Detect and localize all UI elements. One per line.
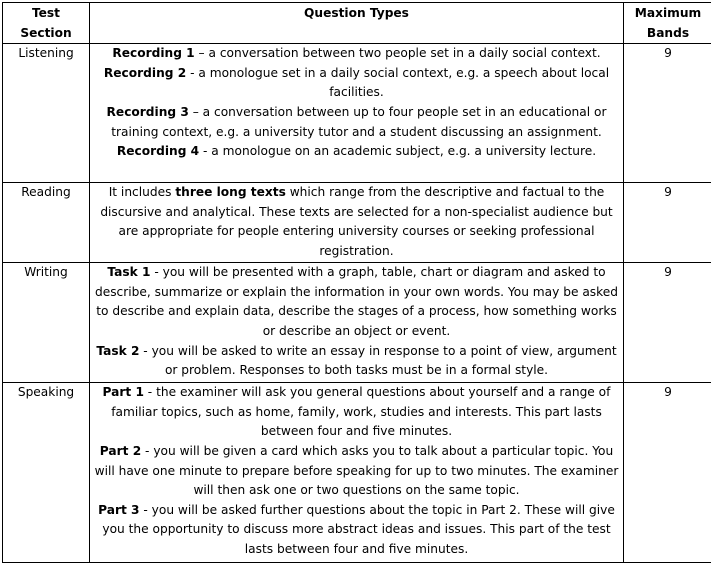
section-listening: Listening [3,44,90,183]
writing-task-2: Task 2 - you will be asked to write an essay in response to a point of view, argument or problem. Responses to both tasks must be in a formal style. [93,342,620,381]
ielts-test-table [2,2,711,563]
row-writing [3,263,711,383]
row-speaking [3,383,711,563]
writing-question-types [90,263,624,383]
writing-bands: 9 [624,263,711,383]
reading-question-types [90,183,624,263]
reading-description: It includes three long texts which range from the descriptive and factual to the discursive and analytical. These texts are selected for a non-specialist audience but are appropriate for people entering university courses or seeking professional registration. [93,183,620,261]
speaking-part-1: Part 1 - the examiner will ask you general questions about yourself and a range of familiar topics, such as home, family, work, studies and interests. This part lasts between four and five minutes. [93,383,620,442]
listening-question-types [90,44,624,183]
listening-recording-3: Recording 3 – a conversation between up to four people set in an educational or training context, e.g. a university tutor and a student discussing an assignment. [93,103,620,142]
speaking-part-3: Part 3 - you will be asked further questions about the topic in Part 2. These will give you the opportunity to discuss more abstract ideas and issues. This part of the test lasts between four and five minutes. [93,501,620,560]
section-reading: Reading [3,183,90,263]
reading-bands: 9 [624,183,711,263]
listening-recording-2: Recording 2 - a monologue set in a daily social context, e.g. a speech about local facilities. [93,64,620,103]
writing-task-1: Task 1 - you will be presented with a graph, table, chart or diagram and asked to describe, summarize or explain the information in your own words. You may be asked to describe and explain data, describe the stages of a process, how something works or describe an object or event. [93,263,620,341]
listening-recording-1: Recording 1 – a conversation between two people set in a daily social context. [93,44,620,64]
speaking-bands: 9 [624,383,711,563]
listening-recording-4: Recording 4 - a monologue on an academic subject, e.g. a university lecture. [93,142,620,162]
header-maximum-bands: Maximum Bands [624,3,711,44]
header-test-section: Test Section [3,3,90,44]
section-writing: Writing [3,263,90,383]
speaking-question-types [90,383,624,563]
header-row [3,3,711,44]
speaking-part-2: Part 2 - you will be given a card which asks you to talk about a particular topic. You will have one minute to prepare before speaking for up to two minutes. The examiner will then ask one or two questions on the same topic. [93,442,620,501]
section-speaking: Speaking [3,383,90,563]
row-reading [3,183,711,263]
listening-bands: 9 [624,44,711,183]
header-question-types: Question Types [90,3,624,44]
row-listening [3,44,711,183]
